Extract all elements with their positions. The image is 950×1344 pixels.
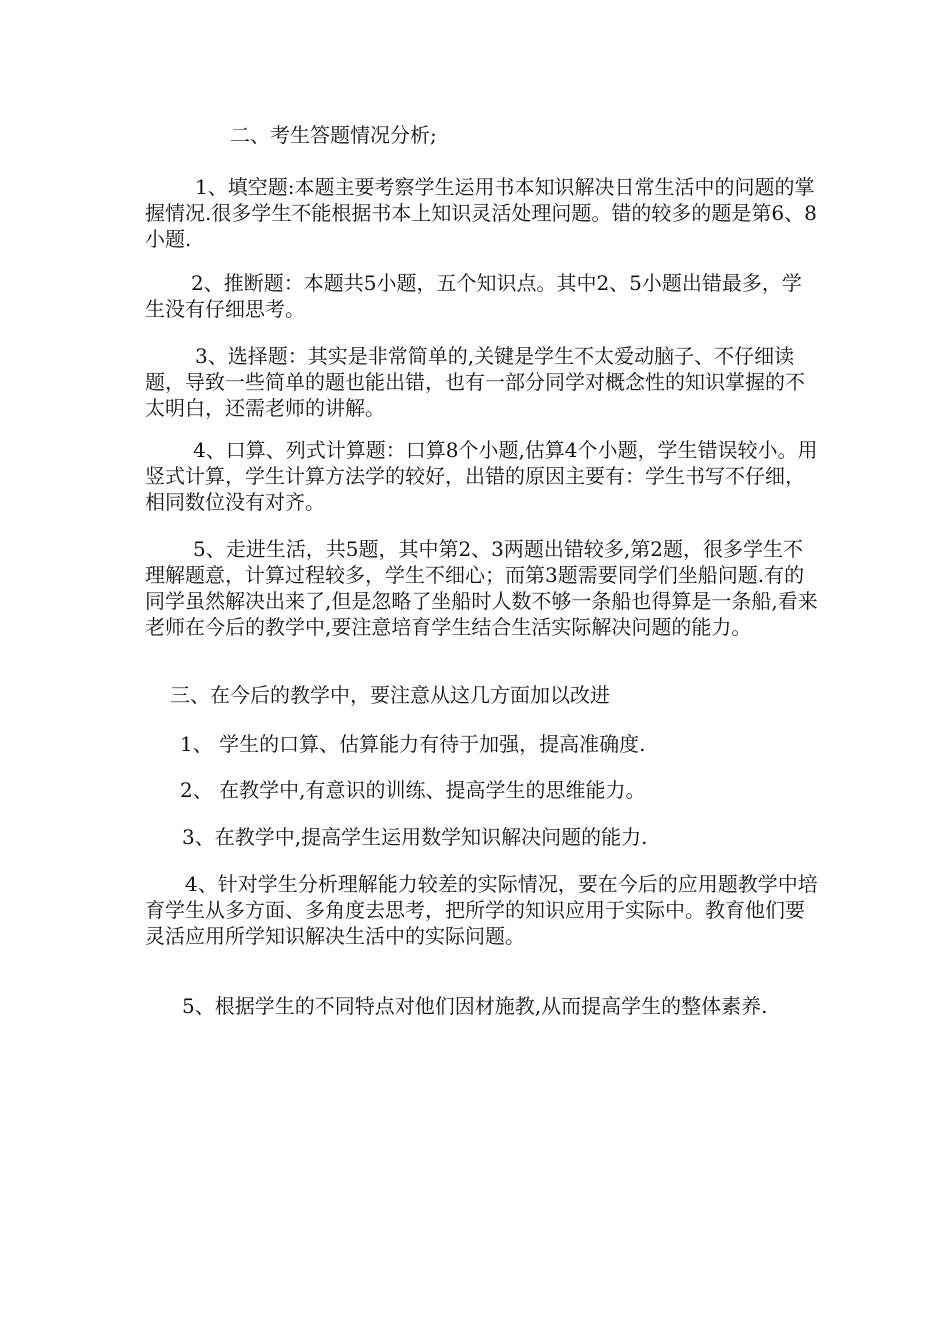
section2-heading: 二、考生答题情况分析; xyxy=(230,123,437,147)
section3-item-4: 4、针对学生分析理解能力较差的实际情况，要在今后的应用题教学中培育学生从多方面、多角度去思考，把所学的知识应用于实际中。教育他们要灵活应用所学知识解决生活中的实际问题。 xyxy=(145,872,818,948)
section2-item-choice: 3、选择题：其实是非常简单的,关键是学生不太爱动脑子、不仔细读题，导致一些简单的题也能出错，也有一部分同学对概念性的知识掌握的不太明白，还需老师的讲解。 xyxy=(145,344,805,420)
section2-item-daily-life: 5、走进生活，共5题，其中第2、3两题出错较多,第2题，很多学生不理解题意，计算过程较多，学生不细心；而第3题需要同学们坐船问题.有的同学虽然解决出来了,但是忽略了坐船时人数不够一条船也得算是一条船,看来老师在今后的教学中,要注意培育学生结合生活实际解决问题的能力。 xyxy=(145,537,818,639)
section2-item-fill-in-blank: 1、填空题:本题主要考察学生运用书本知识解决日常生活中的问题的掌握情况.很多学生不能根据书本上知识灵活处理问题。错的较多的题是第6、8小题. xyxy=(145,175,817,251)
section3-item-2: 2、 在教学中,有意识的训练、提高学生的思维能力。 xyxy=(180,778,646,802)
section3-item-3: 3、在教学中,提高学生运用数学知识解决问题的能力. xyxy=(182,825,648,849)
section2-item-calculation: 4、口算、列式计算题：口算8个小题,估算4个小题，学生错误较小。用竖式计算，学生计算方法学的较好，出错的原因主要有：学生书写不仔细，相同数位没有对齐。 xyxy=(145,438,818,514)
section3-item-5: 5、根据学生的不同特点对他们因材施教,从而提高学生的整体素养. xyxy=(182,994,768,1018)
section3-heading: 三、在今后的教学中，要注意从这几方面加以改进 xyxy=(170,683,610,707)
section2-item-judgement: 2、推断题：本题共5小题，五个知识点。其中2、5小题出错最多，学生没有仔细思考。 xyxy=(145,271,802,321)
section3-item-1: 1、 学生的口算、估算能力有待于加强，提高准确度. xyxy=(180,732,646,756)
